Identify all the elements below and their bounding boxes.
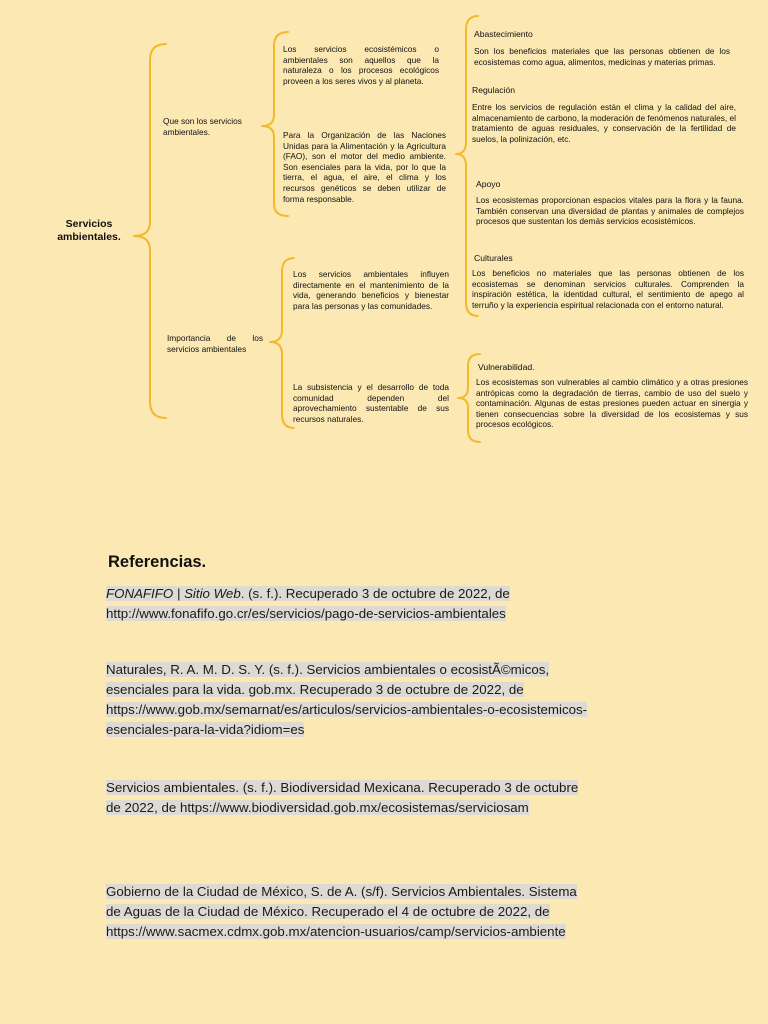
reference-1-site: Sitio Web — [184, 586, 241, 601]
importance-text-2: La subsistencia y el desarrollo de toda comunidad dependen del aprovechamiento sustentable de sus recursos naturales. — [293, 382, 449, 424]
type-title: Abastecimiento — [474, 29, 533, 39]
type-text: Los ecosistemas proporcionan espacios vitales para la flora y la fauna. También conservan una diversidad de plantas y animales de complejos procesos que sustentan los demás servicios ecosistémicos. — [476, 195, 744, 227]
type-text: Los beneficios no materiales que las personas obtienen de los ecosistemas se denominan servicios culturales. Comprenden la inspiración estética, la identidad cultural, el sentimiento de apego al terruño y la experiencia espiritual relacionada con el entorno natural. — [472, 268, 744, 310]
references-title: Referencias. — [108, 553, 207, 571]
reference-2-line: esenciales para la vida. gob.mx. Recuperado 3 de octubre de 2022, de — [106, 682, 524, 697]
branch1-definition-2: Para la Organización de las Naciones Unidas para la Alimentación y la Agricultura (FAO), son el motor del medio ambiente. Son esenciales para la vida, por lo que la tierra, el agua, el aire, el clima y los recursos genéticos se deben utilizar de forma responsable. — [283, 130, 446, 204]
root-brace — [134, 44, 166, 418]
reference-2-line: https://www.gob.mx/semarnat/es/articulos/servicios-ambientales-o-ecosistemicos- — [106, 702, 588, 717]
type-title: Regulación — [472, 85, 515, 95]
reference-4-line: https://www.sacmex.cdmx.gob.mx/atencion-usuarios/camp/servicios-ambiente — [106, 924, 566, 939]
type-title: Apoyo — [476, 179, 501, 189]
vulnerability-text: Los ecosistemas son vulnerables al cambio climático y a otras presiones antrópicas como la degradación de tierras, cambio de uso del suelo y contaminación. Algunas de estas presiones pueden actuar en sinergia y tienen consecuencias sobre la diversidad de los ecosistemas y sus procesos ecológicos. — [476, 377, 748, 430]
reference-4-line: de Aguas de la Ciudad de México. Recuperado el 4 de octubre de 2022, de — [106, 904, 550, 919]
reference-2-line: esenciales-para-la-vida?idiom=es — [106, 722, 305, 737]
vulnerability-title: Vulnerabilidad. — [478, 362, 535, 372]
type-text: Entre los servicios de regulación están el clima y la calidad del aire, almacenamiento de carbono, la moderación de fenómenos naturales, el tratamiento de aguas residuales, y conservación de la fertilidad de suelos, la polinización, etc. — [472, 102, 736, 144]
reference-3-line: de 2022, de https://www.biodiversidad.gob.mx/ecosistemas/serviciosam — [106, 800, 529, 815]
branch2-label: Importancia de los servicios ambientales — [167, 333, 263, 354]
map-root: Servicios ambientales. — [57, 218, 121, 243]
reference-2-line: Naturales, R. A. M. D. S. Y. (s. f.). Servicios ambientales o ecosistÃ©micos, — [106, 662, 550, 677]
branch1-definition-1: Los servicios ecosistémicos o ambientales son aquellos que la naturaleza o los procesos ecológicos proveen a los seres vivos y al planeta. — [283, 44, 439, 86]
reference-2 — [106, 660, 666, 740]
reference-1-source: FONAFIFO | — [106, 586, 185, 601]
branch2-brace — [270, 258, 294, 428]
importance-text-1: Los servicios ambientales influyen directamente en el mantenimiento de la vida, generando beneficios y bienestar para las personas y las comunidades. — [293, 269, 449, 311]
type-text: Son los beneficios materiales que las personas obtienen de los ecosistemas como agua, alimentos, medicinas y materias primas. — [474, 46, 730, 67]
reference-3-line: Servicios ambientales. (s. f.). Biodiversidad Mexicana. Recuperado 3 de octubre — [106, 780, 579, 795]
reference-3 — [106, 778, 666, 818]
reference-4 — [106, 882, 666, 942]
type-title: Culturales — [474, 253, 513, 263]
reference-1 — [106, 584, 666, 624]
reference-4-line: Gobierno de la Ciudad de México, S. de A. (s/f). Servicios Ambientales. Sistema — [106, 884, 577, 899]
reference-1-line1: . (s. f.). Recuperado 3 de octubre de 2022, de — [240, 586, 510, 601]
branch1-label: Que son los servicios ambientales. — [163, 116, 242, 137]
reference-1-url: http://www.fonafifo.go.cr/es/servicios/pago-de-servicios-ambientales — [106, 606, 506, 621]
